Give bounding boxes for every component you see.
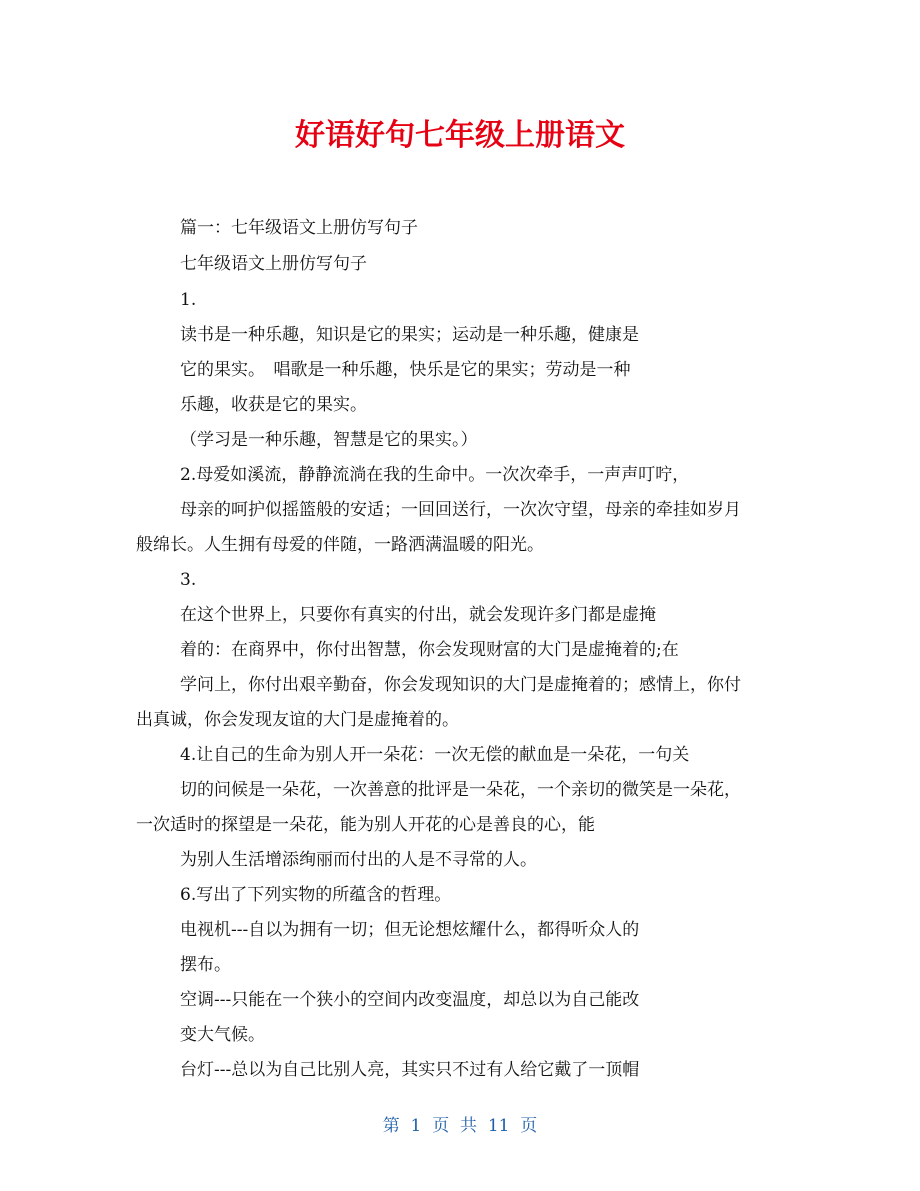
text-line: 出真诚，你会发现友谊的大门是虚掩着的。 bbox=[136, 710, 459, 730]
text-line: 6.写出了下列实物的所蕴含的哲理。 bbox=[180, 885, 452, 905]
text-line: 一次适时的探望是一朵花，能为别人开花的心是善良的心，能 bbox=[136, 815, 595, 835]
text-line: 1. bbox=[180, 290, 197, 310]
text-line: 3. bbox=[180, 570, 197, 590]
text-line: 切的问候是一朵花，一次善意的批评是一朵花，一个亲切的微笑是一朵花， bbox=[180, 780, 741, 800]
footer-total-pages: 11 bbox=[487, 1116, 510, 1136]
text-line: 电视机---自以为拥有一切；但无论想炫耀什么，都得听众人的 bbox=[180, 920, 640, 940]
text-line: 篇一：七年级语文上册仿写句子 bbox=[180, 218, 418, 238]
text-line: 七年级语文上册仿写句子 bbox=[180, 254, 367, 274]
text-line: 台灯---总以为自己比别人亮，其实只不过有人给它戴了一顶帽 bbox=[180, 1060, 640, 1080]
text-line: 着的：在商界中，你付出智慧，你会发现财富的大门是虚掩着的;在 bbox=[180, 640, 679, 660]
text-line: 母亲的呵护似摇篮般的安适；一回回送行，一次次守望，母亲的牵挂如岁月 bbox=[180, 500, 741, 520]
text-line: 它的果实。 唱歌是一种乐趣，快乐是它的果实；劳动是一种 bbox=[180, 360, 631, 380]
text-line: 4.让自己的生命为别人开一朵花：一次无偿的献血是一朵花，一句关 bbox=[180, 745, 690, 765]
text-line: 般绵长。人生拥有母爱的伴随，一路洒满温暖的阳光。 bbox=[136, 535, 544, 555]
text-line: 为别人生活增添绚丽而付出的人是不寻常的人。 bbox=[180, 850, 537, 870]
text-line: 在这个世界上，只要你有真实的付出，就会发现许多门都是虚掩 bbox=[180, 605, 656, 625]
page-footer bbox=[0, 1112, 920, 1140]
text-line: 变大气候。 bbox=[180, 1025, 265, 1045]
footer-page-word: 页 bbox=[432, 1116, 450, 1136]
footer-suffix: 页 bbox=[520, 1116, 538, 1136]
text-line: 学问上，你付出艰辛勤奋，你会发现知识的大门是虚掩着的；感情上，你付 bbox=[180, 675, 741, 695]
text-line: 2.母爱如溪流，静静流淌在我的生命中。一次次牵手，一声声叮咛， bbox=[180, 465, 690, 485]
text-line: （学习是一种乐趣，智慧是它的果实。） bbox=[180, 430, 478, 450]
footer-prefix: 第 bbox=[382, 1116, 400, 1136]
text-line: 乐趣，收获是它的果实。 bbox=[180, 395, 367, 415]
text-line: 读书是一种乐趣，知识是它的果实；运动是一种乐趣，健康是 bbox=[180, 325, 639, 345]
text-line: 摆布。 bbox=[180, 955, 231, 975]
document-title: 好语好句七年级上册语文 bbox=[295, 118, 625, 153]
text-line: 空调---只能在一个狭小的空间内改变温度，却总以为自己能改 bbox=[180, 990, 640, 1010]
footer-total-word: 共 bbox=[460, 1116, 477, 1136]
footer-current-page: 1 bbox=[410, 1116, 422, 1136]
